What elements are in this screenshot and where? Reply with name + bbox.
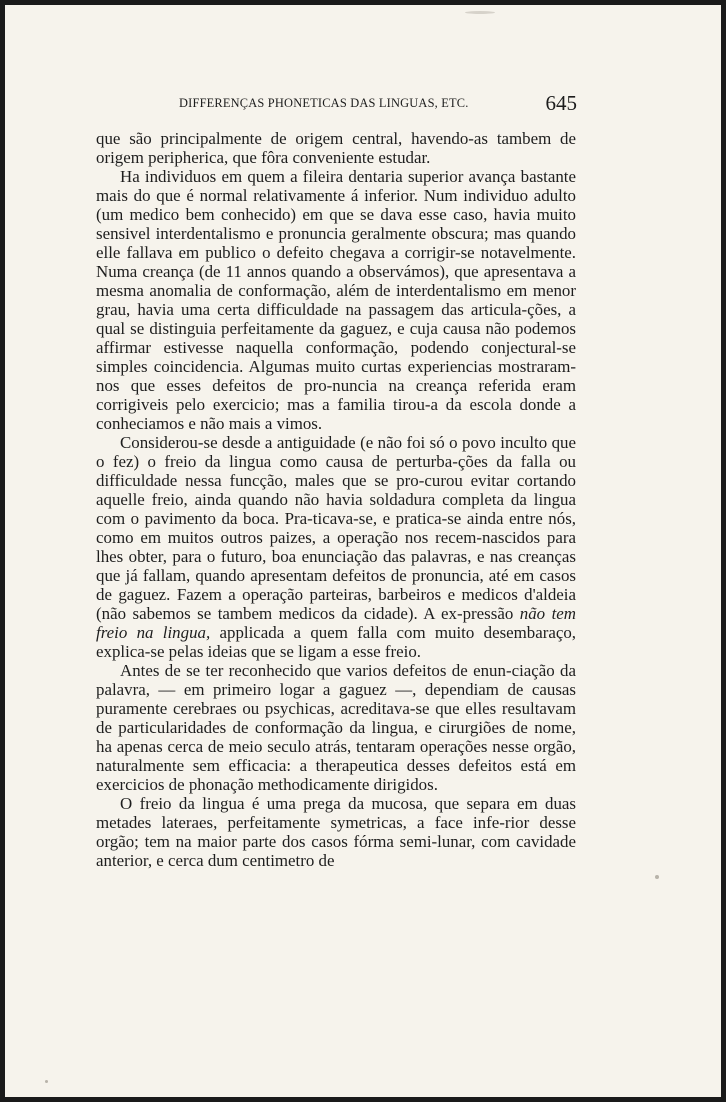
body-text — [96, 129, 576, 870]
paragraph-3-text-before: Considerou-se desde a antiguidade (e não foi só o povo inculto que o fez) o freio da lingua como causa de perturba-ções da falla ou difficuldade nessa funcção, males que se pro-curou evitar cortando aquelle freio, ainda quando não havia soldadura completa da lingua com o pavimento da boca. Pra-ticava-se, e pratica-se ainda entre nós, como em muitos outros paizes, a operação nos recem-nascidos para lhes obter, para o futuro, boa enunciação das palavras, e nas creanças que já fallam, quando apresentam defeitos de pronuncia, até em casos de gaguez. Fazem a operação parteiras, barbeiros e medicos d'aldeia (não sabemos se tambem medicos da cidade). A ex-pressão — [96, 433, 576, 623]
running-head — [179, 93, 577, 115]
paper-speck — [45, 1080, 48, 1083]
paragraph-1: que são principalmente de origem central, havendo-as tambem de origem peripherica, que fôra conveniente estudar. — [96, 129, 576, 167]
paragraph-5: O freio da lingua é uma prega da mucosa, que separa em duas metades lateraes, perfeitamente symetricas, a face infe-rior desse orgão; tem na maior parte dos casos fórma semi-lunar, com cavidade anterior, e cerca dum centimetro de — [96, 794, 576, 870]
page-number: 645 — [545, 91, 577, 115]
running-title: DIFFERENÇAS PHONETICAS DAS LINGUAS, ETC. — [179, 96, 469, 110]
italic-phrase: não tem freio na lingua, — [96, 604, 576, 642]
paper-speck — [655, 875, 659, 879]
paragraph-3-text-after: applicada a quem falla com muito desembaraço, explica-se pelas ideias que se ligam a esse freio. — [96, 623, 577, 661]
paragraph-2: Ha individuos em quem a fileira dentaria superior avança bastante mais do que é normal relativamente á inferior. Num individuo adulto (um medico bem conhecido) em que se dava esse caso, havia muito sensivel interdentalismo e pronuncia geralmente obscura; mas quando elle fallava em publico o defeito chegava a corrigir-se notavelmente. Numa creança (de 11 annos quando a observámos), que apresentava a mesma anomalia de conformação, além de interdentalismo em menor grau, havia uma certa difficuldade na passagem das articula-ções, a qual se distinguia perfeitamente da gaguez, e cuja causa não podemos affirmar estivesse naquella conformação, podendo conjectural-se simples coincidencia. Algumas muito curtas experiencias mostraram-nos que esses defeitos de pro-nuncia na creança referida eram corrigiveis pelo exercicio; mas a familia tirou-a da escola donde a conheciamos e não mais a vimos. — [96, 167, 576, 433]
paragraph-4: Antes de se ter reconhecido que varios defeitos de enun-ciação da palavra, — em primeiro logar a gaguez —, dependiam de causas puramente cerebraes ou psychicas, acreditava-se que elles resultavam de particularidades de conformação da lingua, e cirurgiões de nome, ha apenas cerca de meio seculo atrás, tentaram operações nesse orgão, naturalmente sem efficacia: a therapeutica desses defeitos está em exercicios de phonação methodicamente dirigidos. — [96, 661, 576, 794]
paper-speck — [465, 11, 495, 14]
paragraph-3 — [96, 433, 576, 661]
book-page — [5, 5, 721, 1097]
